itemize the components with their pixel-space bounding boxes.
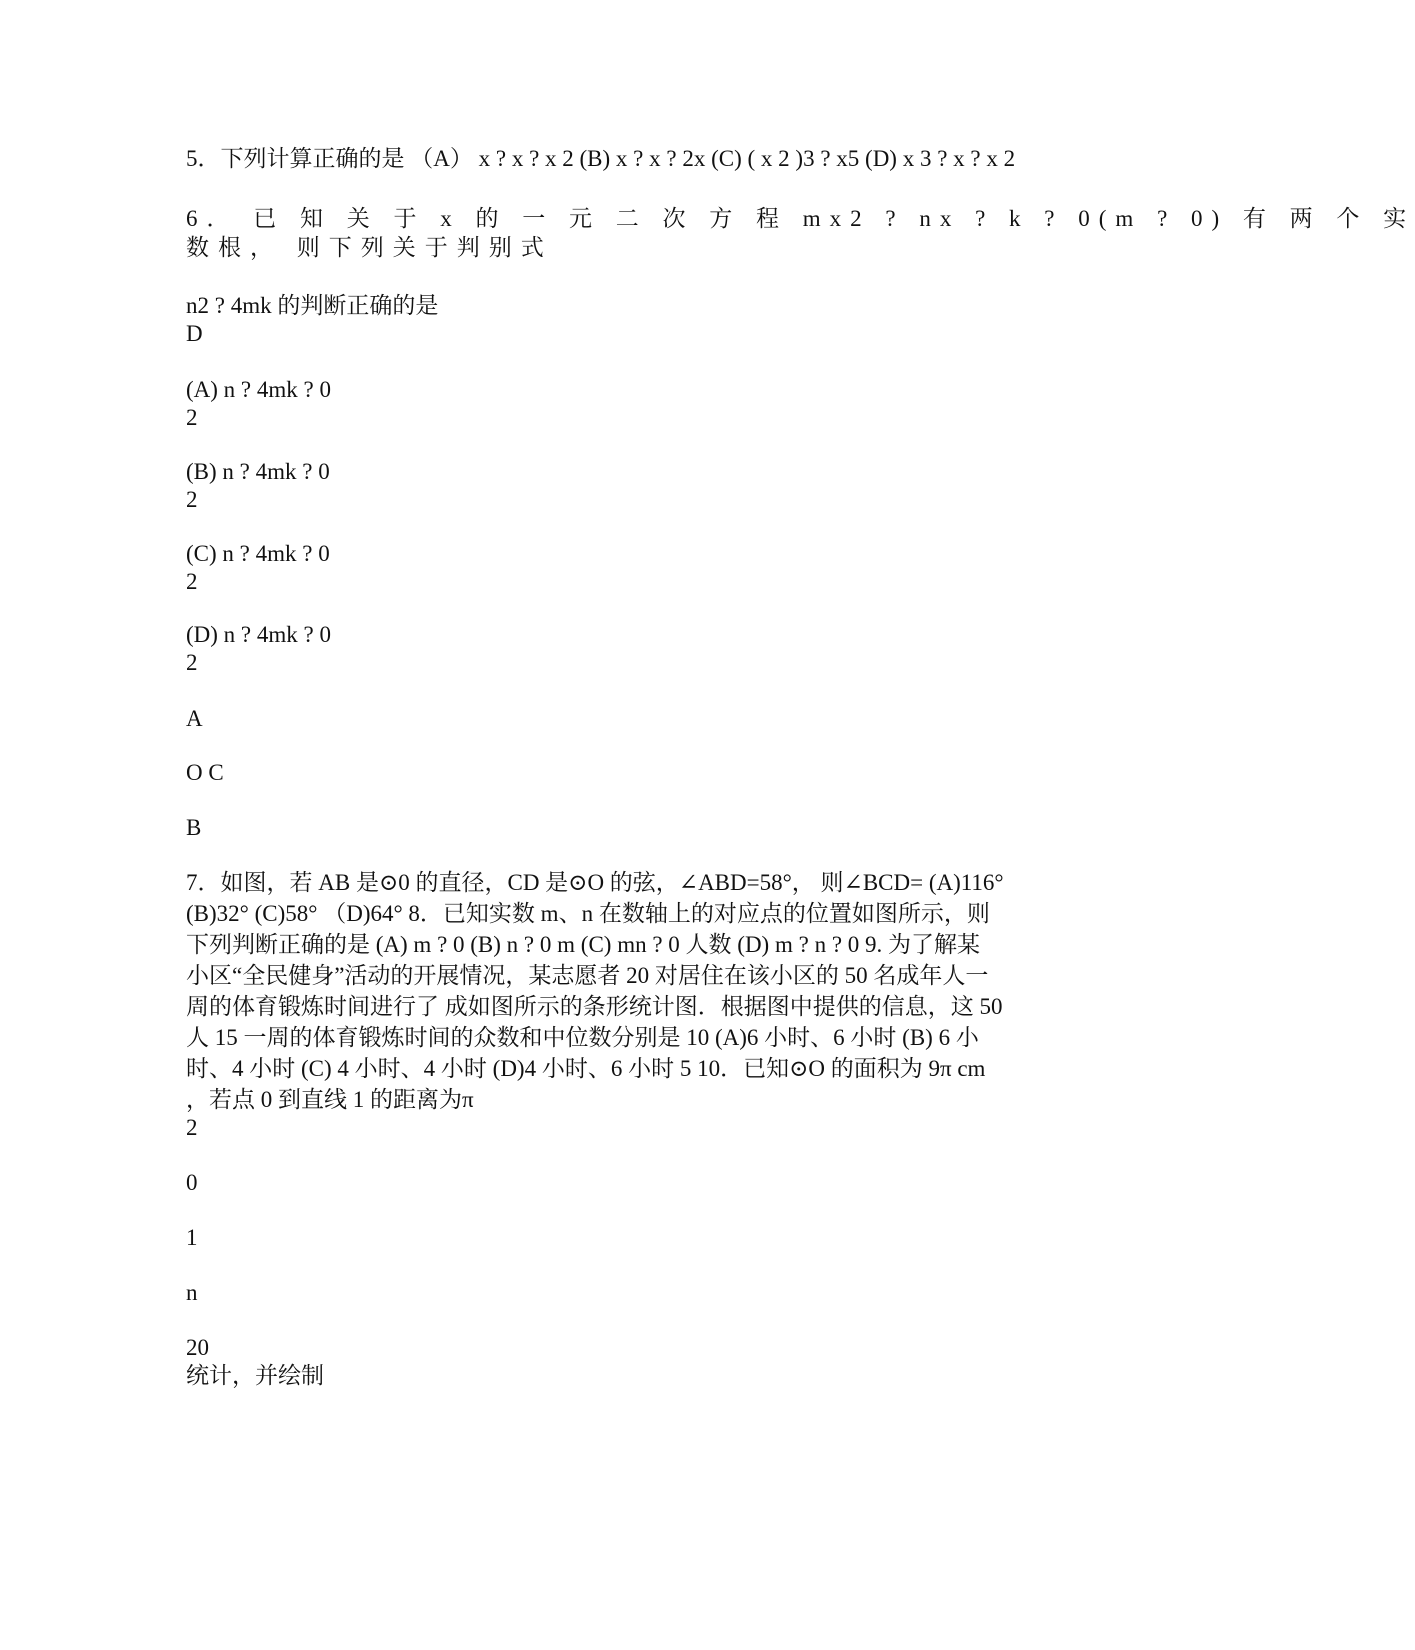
question-5-line: 5．下列计算正确的是 （A） x ? x ? x 2 (B) x ? x ? 2x (C) ( x 2 )3 ? x5 (D) x 3 ? x ? x 2 [186,146,1016,171]
figure-label-b: B [186,815,202,840]
fragment-2: 2 [186,1115,198,1140]
fragment-20: 20 [186,1335,209,1360]
question-9-line-2: 周的体育锻炼时间进行了 成如图所示的条形统计图．根据图中提供的信息，这 50 [186,994,1003,1019]
question-6-line-1: 6． 已 知 关 于 x 的 一 元 二 次 方 程 mx2 ? nx ? k ? 0(m ? 0) 有 两 个 实 [186,206,1415,231]
figure-label-a: A [186,706,203,731]
fragment-n: n [186,1280,198,1305]
question-7-line-1: 7．如图，若 AB 是⊙0 的直径，CD 是⊙O 的弦，∠ABD=58°， 则∠BCD= (A)116° [186,870,1004,895]
option-a-exponent: 2 [186,405,198,430]
question-6-line-3: n2 ? 4mk 的判断正确的是 [186,293,439,318]
option-c-exponent: 2 [186,569,198,594]
option-c: (C) n ? 4mk ? 0 [186,541,330,566]
option-b-exponent: 2 [186,487,198,512]
question-9-line-1: 小区“全民健身”活动的开展情况，某志愿者 20 对居住在该小区的 50 名成年人一 [186,963,989,988]
answer-letter: D [186,321,203,346]
figure-label-o-c: O C [186,760,224,785]
question-7-line-2: (B)32° (C)58° （D)64° 8．已知实数 m、n 在数轴上的对应点的位置如图所示，则 [186,901,990,926]
option-a: (A) n ? 4mk ? 0 [186,377,331,402]
question-10-line-1: 时、4 小时 (C) 4 小时、4 小时 (D)4 小时、6 小时 5 10．已知⊙O 的面积为 9π cm [186,1056,986,1081]
option-d: (D) n ? 4mk ? 0 [186,622,331,647]
question-9-line-3: 人 15 一周的体育锻炼时间的众数和中位数分别是 10 (A)6 小时、6 小时 (B) 6 小 [186,1025,979,1050]
option-d-exponent: 2 [186,650,198,675]
fragment-0: 0 [186,1170,198,1195]
fragment-1: 1 [186,1225,198,1250]
option-b: (B) n ? 4mk ? 0 [186,459,330,484]
fragment-statistics: 统计，并绘制 [186,1363,324,1388]
question-10-line-2: ，若点 0 到直线 1 的距离为π [186,1087,474,1112]
question-8-line: 下列判断正确的是 (A) m ? 0 (B) n ? 0 m (C) mn ? 0 人数 (D) m ? n ? 0 9. 为了解某 [186,932,981,957]
question-6-line-2: 数根， 则下列关于判别式 [186,235,553,260]
